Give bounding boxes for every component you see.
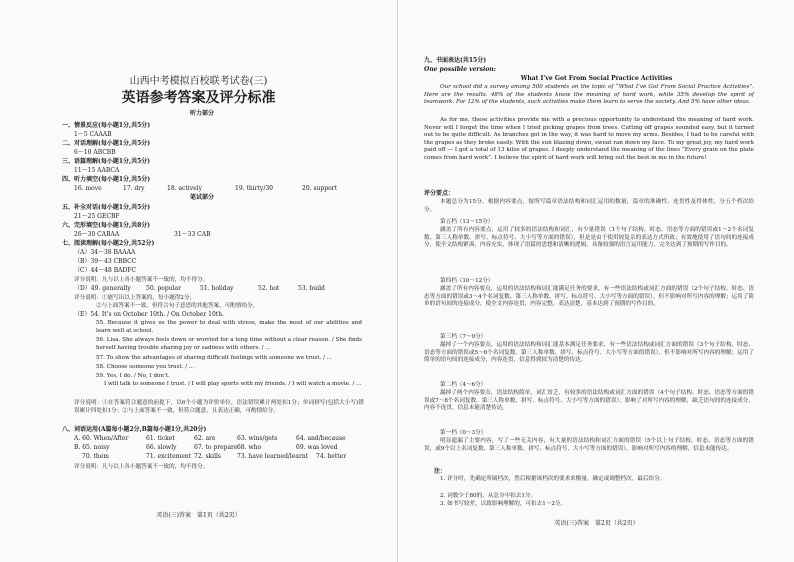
section-2-heading: 二、对话理解(每小题1分,共5分) bbox=[62, 140, 151, 147]
grade-3-description: 漏掉了一个内容要点，运用的语法结构和词汇能基本满足任务要求，有一些语法结构或词汇方面的错误（3个句子结构、时态、语态等方面的错误或5～6个名词复数、第三人称单数、拼写、标点符号、大小写等方面的错误），但不影响对所写内容的理解；运用了简单的语句间的连接成分，内容连贯，信息得到较为清楚的传达。 bbox=[424, 342, 754, 364]
scoring-note: 评分说明：①能写出以上答案的，每小题得2分； bbox=[74, 295, 196, 301]
scoring-criteria-heading: 评分要点： bbox=[424, 190, 455, 197]
answer-59-detail: I will talk to someone I trust. / I will play sports with my friends. / I will watch a movie. / ... bbox=[104, 381, 362, 387]
exam-title: 山西中考模拟百校联考试卷(三) bbox=[129, 76, 268, 87]
word-use-answer: A. 60. When/After bbox=[74, 435, 129, 442]
section-5-heading: 五、补全对话(每小题1分,共5分) bbox=[62, 204, 151, 211]
grade-1-heading: 第一档（0～3分） bbox=[440, 430, 487, 436]
section-4-answer: 20. support bbox=[302, 185, 337, 192]
grade-4-heading: 第四档（10～12分） bbox=[440, 278, 494, 284]
listening-header: 听力部分 bbox=[190, 110, 215, 117]
answer-key-title: 英语参考答案及评分标准 bbox=[121, 90, 276, 106]
note-item: 2. 词数少于80的，从总分中扣去1分。 bbox=[440, 493, 537, 499]
grade-1-description: 明显遗漏了主要内容，写了一些无关内容，有大量的语法结构和词汇方面的错误（5个以上句子结构、时态、语态等方面的错误，或9个以上名词复数、第三人称单数、拼写、标点符号、大小写等方面的错误），影响对所写内容的理解，信息未能传达。 bbox=[424, 438, 754, 452]
section-3-heading: 三、语篇理解(每小题1分,共5分) bbox=[62, 158, 151, 165]
writing-header: 笔试部分 bbox=[190, 194, 215, 201]
note-item: 1. 评分时，先确定所属档次，然后根据该档次的要求来衡量，确定或调整档次，最后给分。 bbox=[440, 476, 666, 482]
page-footer: 英语(三)答案 第2页（共2页） bbox=[554, 520, 639, 527]
scoring-note: ②与上面答案不一致，但符合句子意思的其他答案，可酌情给分。 bbox=[96, 303, 259, 309]
essay-paragraph: Our school did a survey among 500 students on the topic of “What I’ve Got From Social Practice Activities”. Here are the results. 48% of the students know the meaning of hard work, while 35% develop the spirit of teamwork. For 12% of the students, such activities make them learn to serve the society. And 5% have other ideas. bbox=[424, 84, 754, 106]
word-use-answer: 73. have learned/learnt bbox=[237, 453, 309, 460]
section-7-heading: 七、阅读理解(每小题2分,共52分) bbox=[62, 240, 155, 247]
word-use-answer: 62. are bbox=[194, 435, 216, 442]
answer-58: 58. Choose someone you trust. / ... bbox=[96, 364, 195, 370]
reading-d-answer: 51. holiday bbox=[200, 285, 234, 292]
word-use-answer: 71. excitement bbox=[146, 453, 192, 460]
section-9-heading: 九、书面表达(共15分) bbox=[424, 57, 487, 64]
note-item: 3. 如书写较差，以致影响理解的，可扣去1～2分。 bbox=[440, 501, 567, 507]
word-use-answer: 64. and/because bbox=[296, 435, 346, 442]
page-footer: 英语(三)答案 第1页（共2页） bbox=[156, 512, 241, 519]
section-4-heading: 四、听力填空(每小题1分,共5分) bbox=[62, 176, 151, 183]
reading-d-answer: 52. hot bbox=[258, 285, 280, 292]
word-use-answer: 61. ticket bbox=[146, 435, 175, 442]
word-use-answer: 68. who bbox=[237, 444, 262, 451]
reading-d-answer: 50. popular bbox=[146, 285, 181, 292]
scoring-intro: 本题总分为15分，根据内容要点，按所写篇章语法结构和词汇运用的数量，篇章的准确性、连贯性及得体性，分五个档次给分。 bbox=[424, 199, 754, 213]
grade-5-heading: 第五档（13～15分） bbox=[440, 219, 494, 225]
notes-heading: 注： bbox=[434, 468, 447, 475]
reading-e-answer: （E）54. It’s on October 10th. / On October 10th. bbox=[74, 311, 224, 318]
section-6-answers: 31～33 CAB bbox=[174, 231, 211, 238]
grade-2-description: 漏掉了两个内容要点，语法结构简单，词汇贫乏，有较多的语法结构或词汇方面的错误（4个句子结构、时态、语态等方面的错误或7～8个名词复数、第三人称单数、拼写、标点符号、大小写等方面的错误），影响了对所写内容的理解，缺乏语句间的连接成分，内容不连贯，信息未能清楚传达。 bbox=[424, 390, 754, 412]
section-6-answers: 26～30 CABAA bbox=[74, 231, 120, 238]
answer-57: 57. To show the advantages of sharing difficult feelings with someone we trust. / ... bbox=[96, 355, 333, 361]
reading-a-answers: （A）34～38 BAAAA bbox=[74, 249, 136, 256]
word-use-answer: 72. skills bbox=[194, 453, 221, 460]
grade-3-heading: 第三档（7～9分） bbox=[440, 334, 487, 340]
section-4-answer: 19. thirty/30 bbox=[235, 185, 273, 192]
section-2-answers: 6～10 ABCBB bbox=[74, 149, 116, 156]
section-6-heading: 六、完形填空(每小题1分,共8分) bbox=[62, 222, 151, 229]
answer-page-2 bbox=[397, 0, 794, 562]
word-use-answer: 66. slowly bbox=[146, 444, 177, 451]
section-4-answer: 16. move bbox=[74, 185, 102, 192]
essay-title: What I’ve Got From Social Practice Activities bbox=[520, 75, 673, 82]
word-use-answer: 74. better bbox=[316, 453, 347, 460]
word-use-answer: B. 65. noisy bbox=[74, 444, 110, 451]
grade-4-description: 涵盖了所有内容要点，运用的语法结构和词汇能满足任务的要求，有一些语法结构或词汇方面的错误（2个句子结构、时态、语态等方面的错误或3～4个名词复数、第三人称单数、拼写、标点符号、大小写等方面的错误），但不影响对所写内容的理解；运用了简单的语句间的连接成分，使全文内容连贯，内容完整，表达清楚，基本达到了预期的写作目的。 bbox=[424, 286, 754, 308]
word-use-answer: 69. was loved bbox=[296, 444, 338, 451]
reading-d-answer: （D）49. generally bbox=[74, 285, 131, 292]
answer-59: 59. Yes, I do. / No, I don’t. bbox=[96, 373, 170, 379]
word-use-answer: 63. wins/gets bbox=[237, 435, 278, 442]
section-5-answers: 21～25 GECBF bbox=[74, 213, 120, 220]
word-use-answer: 67. to prepare bbox=[194, 444, 238, 451]
section-1-heading: 一、情景反应(每小题1分,共5分) bbox=[62, 122, 151, 129]
section-4-answer: 18. actively bbox=[167, 185, 202, 192]
scoring-note: 评分说明：凡与以上各小题答案不一致的，均不得分。 bbox=[74, 464, 209, 470]
answer-55: 55. Because it gives us the power to deal with stress, make the most of our abilities and learn well at school. bbox=[96, 320, 362, 334]
reading-c-answers: （C）44～48 BADFC bbox=[74, 267, 137, 274]
scoring-note: 评分说明：①在答案符合题意的前提下，以6个小题为评价单位，语法错误累计两处扣1分；单词拼写(包括大小写)错误累计四处扣1分；②与上面答案不一致，但符合题意，且表达正确，可酌情给分。 bbox=[74, 400, 364, 414]
scoring-note: 评分说明：凡与以上各小题答案不一致的，均不得分。 bbox=[74, 277, 209, 283]
section-4-answer: 17. dry bbox=[123, 185, 145, 192]
reading-b-answers: （B）39～43 CBBCC bbox=[74, 258, 137, 265]
section-1-answers: 1～5 CAAAB bbox=[74, 131, 112, 138]
section-8-heading: 八、词语运用(A篇每小题2分,B篇每小题1分,共20分) bbox=[62, 426, 207, 433]
word-use-answer: 70. them bbox=[82, 453, 109, 460]
answer-56: 56. Lisa. She always feels down or worried for a long time without a clear reason. / She finds herself having trouble sharing joy or sadness with others. / ... bbox=[96, 337, 362, 351]
model-version-label: One possible version: bbox=[424, 66, 496, 73]
grade-2-heading: 第二档（4～6分） bbox=[440, 382, 487, 388]
grade-5-description: 涵盖了所有内容要点，运用了较多的语法结构和词汇，有少量错误（1个句子结构、时态、语态等方面的错误或1～2个名词复数、第三人称单数、拼写、标点符号、大小写等方面的错误），但是是由于使用较复杂的表达方式所致；有效地使用了语句间的连接成分，使全文结构紧凑，内容充实，体现了语篇的思想和清晰的逻辑，具备较强的语言运用能力，完全达到了预期的写作目的。 bbox=[424, 227, 754, 249]
section-3-answers: 11～15 AABCA bbox=[74, 167, 120, 174]
essay-paragraph: As for me, these activities provide me with a precious opportunity to understand the meaning of hard work. Never will I forget the time when I tried picking grapes from trees. Cutting off grapes sounded easy, but it turned out to be quite difficult. As branches got in the way, it was hard to move my arms. Besides, I had to be careful with the grapes as they broke easily. With the sun blazing down, sweat ran down my face. To my great joy, my hard work paid off — I got a total of 13 kilos of grapes. I deeply understand the meaning of the lines “Every grain on the plate comes from hard work”. I believe the spirit of hard work will bring out the best in me in the future! bbox=[424, 117, 754, 161]
reading-d-answer: 53. build bbox=[298, 285, 325, 292]
